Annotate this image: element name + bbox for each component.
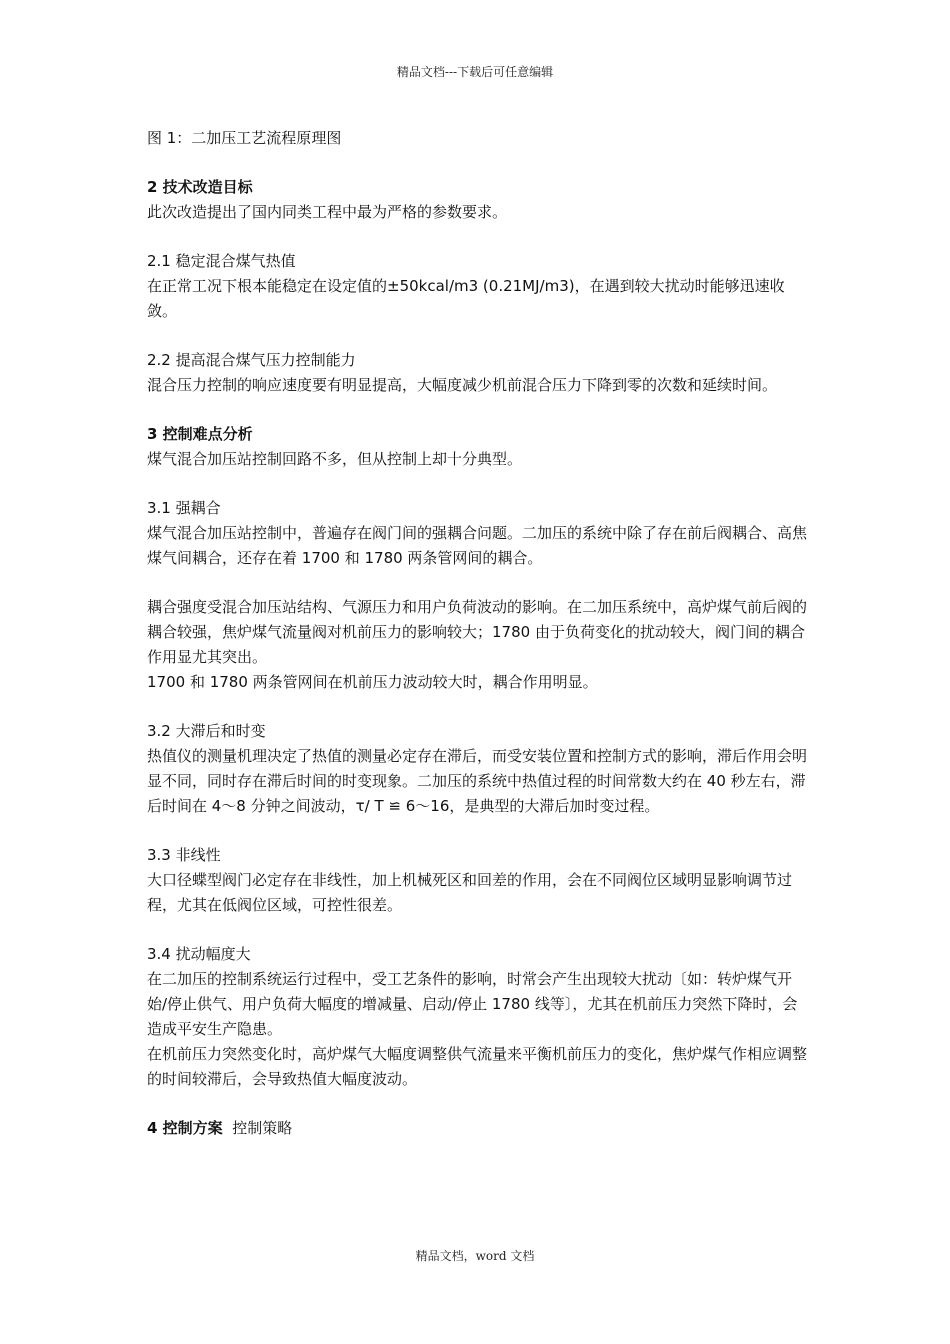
section-3-4-body-2: 在机前压力突然变化时，高炉煤气大幅度调整供气流量来平衡机前压力的变化，焦炉煤气作相应调整的时间较滞后，会导致热值大幅度波动。 xyxy=(147,1045,808,1088)
section-2-1-title: 2.1 稳定混合煤气热值 xyxy=(147,252,296,270)
section-2-2-body: 混合压力控制的响应速度要有明显提高，大幅度减少机前混合压力下降到零的次数和延续时间。 xyxy=(147,376,778,394)
page-footer: 精品文档，word 文档 xyxy=(415,1249,535,1263)
section-4-subheading: 控制策略 xyxy=(232,1119,293,1137)
section-3-1-body-3: 1700 和 1780 两条管网间在机前压力波动较大时，耦合作用明显。 xyxy=(147,673,598,691)
section-3-2-title: 3.2 大滞后和时变 xyxy=(147,722,266,740)
section-2-1-body: 在正常工况下根本能稳定在设定值的±50kcal/m3 (0.21MJ/m3)，在遇到较大扰动时能够迅速收敛。 xyxy=(147,277,785,320)
section-3-intro: 煤气混合加压站控制回路不多，但从控制上却十分典型。 xyxy=(147,450,523,468)
section-3-4-title: 3.4 扰动幅度大 xyxy=(147,945,251,963)
figure-caption: 图 1：二加压工艺流程原理图 xyxy=(147,129,342,147)
section-3-2-body: 热值仪的测量机理决定了热值的测量必定存在滞后，而受安装位置和控制方式的影响，滞后作用会明显不同，同时存在滞后时间的时变现象。二加压的系统中热值过程的时间常数大约在 40 秒左右，滞后时间在 4～8 分钟之间波动，τ/ T ≌ 6～16，是典型的大滞后加时变过程。 xyxy=(147,747,808,815)
section-3-heading: 3 控制难点分析 xyxy=(147,425,253,443)
section-2-2-title: 2.2 提高混合煤气压力控制能力 xyxy=(147,351,356,369)
section-3-4-body-1: 在二加压的控制系统运行过程中，受工艺条件的影响，时常会产生出现较大扰动〔如：转炉煤气开始/停止供气、用户负荷大幅度的增减量、启动/停止 1780 线等〕，尤其在机前压力突然下降时，会造成平安生产隐患。 xyxy=(147,970,798,1038)
section-3-1-title: 3.1 强耦合 xyxy=(147,499,221,517)
section-3-3-body: 大口径蝶型阀门必定存在非线性，加上机械死区和回差的作用，会在不同阀位区域明显影响调节过程，尤其在低阀位区域，可控性很差。 xyxy=(147,871,793,914)
section-4-heading: 4 控制方案 xyxy=(147,1119,223,1137)
section-3-1-body-2: 耦合强度受混合加压站结构、气源压力和用户负荷波动的影响。在二加压系统中，高炉煤气前后阀的耦合较强，焦炉煤气流量阀对机前压力的影响较大；1780 由于负荷变化的扰动较大，阀门间的耦合作用显尤其突出。 xyxy=(147,598,808,666)
section-2-intro: 此次改造提出了国内同类工程中最为严格的参数要求。 xyxy=(147,203,508,221)
section-3-3-title: 3.3 非线性 xyxy=(147,846,221,864)
page-header: 精品文档---下载后可任意编辑 xyxy=(396,65,554,79)
document-body xyxy=(147,126,807,1141)
section-4-heading-line xyxy=(147,1116,807,1141)
section-2-heading: 2 技术改造目标 xyxy=(147,178,253,196)
section-3-1-body-1: 煤气混合加压站控制中，普遍存在阀门间的强耦合问题。二加压的系统中除了存在前后阀耦合、高焦煤气间耦合，还存在着 1700 和 1780 两条管网间的耦合。 xyxy=(147,524,808,567)
